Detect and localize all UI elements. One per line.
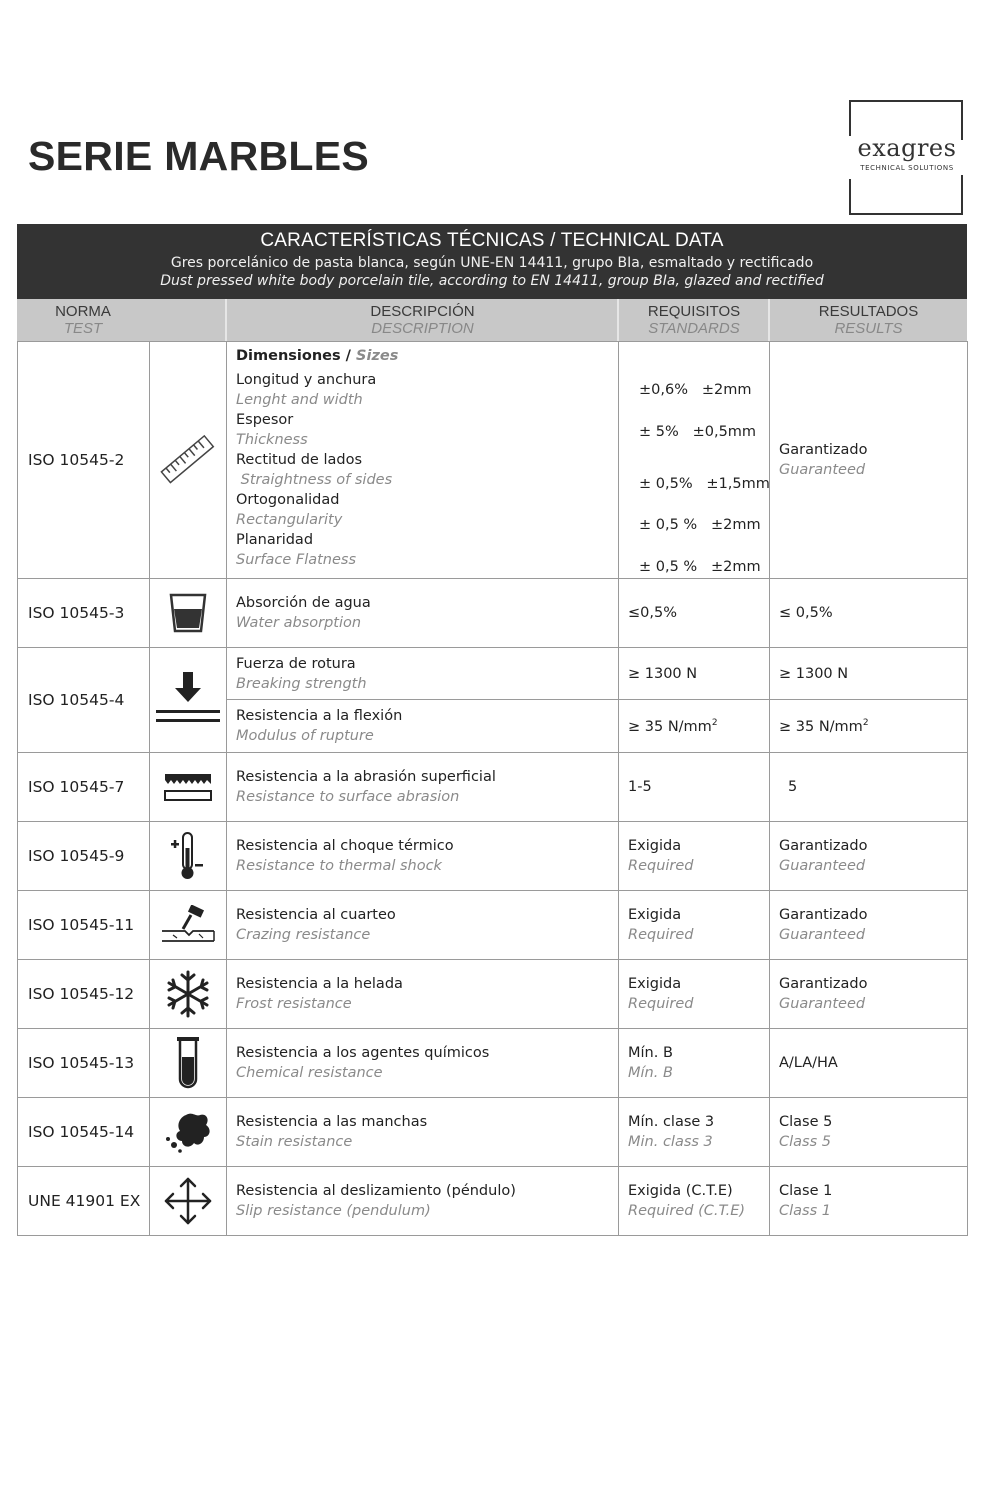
page-title: SERIE MARBLES [28, 133, 370, 179]
req-cell: ≥ 1300 N [619, 648, 770, 700]
table-row [18, 1029, 968, 1098]
dim-item-es: Rectitud de lados [236, 452, 362, 468]
req-cell: ≥ 35 $N/mm^2$ [619, 700, 770, 753]
req-cell: Exigida (C.T.E) Required (C.T.E) [619, 1167, 770, 1236]
desc-cell: Resistencia a los agentes químicos Chemical resistance [227, 1029, 619, 1098]
dim-req: ± 0,5 % ±2mm [639, 559, 761, 575]
desc-cell: Resistencia al deslizamiento (péndulo) Slip resistance (pendulum) [227, 1167, 619, 1236]
dim-item-en: Surface Flatness [236, 552, 357, 568]
abrasion-icon [150, 753, 227, 822]
desc-cell: Resistencia a la abrasión superficial Resistance to surface abrasion [227, 753, 619, 822]
res-cell: Garantizado Guaranteed [770, 891, 968, 960]
dim-item-es: Longitud y anchura [236, 372, 377, 388]
slip-arrows-icon [150, 1167, 227, 1236]
norm-cell: ISO 10545-12 [18, 960, 150, 1029]
dim-req: ± 5% ±0,5mm [639, 424, 757, 440]
res-cell: 5 [770, 753, 968, 822]
desc-cell: Resistencia al cuarteo Crazing resistance [227, 891, 619, 960]
col-requisitos [619, 299, 769, 341]
norm-cell: UNE 41901 EX [18, 1167, 150, 1236]
thermometer-icon [150, 822, 227, 891]
res-cell: A/LA/HA [770, 1029, 968, 1098]
dim-item-en: Straightness of sides [236, 472, 393, 488]
logo-brand: exagres [857, 134, 957, 162]
dim-item-es: Planaridad [236, 532, 314, 548]
res-cell: Clase 1 Class 1 [770, 1167, 968, 1236]
col-norma-en: TEST [63, 320, 103, 337]
table-row [18, 579, 968, 648]
dimensions-res [770, 342, 968, 579]
col-resultados-es: RESULTADOS [818, 303, 919, 320]
test-tube-icon [150, 1029, 227, 1098]
norm-cell: ISO 10545-3 [18, 579, 150, 648]
desc-cell: Resistencia a la helada Frost resistance [227, 960, 619, 1029]
res-en: Guaranteed [779, 462, 866, 478]
table-row [18, 1098, 968, 1167]
logo-tagline: TECHNICAL SOLUTIONS [860, 164, 954, 172]
dim-item-es: Espesor [236, 412, 294, 428]
res-es: Garantizado [779, 442, 868, 458]
table-row [18, 960, 968, 1029]
table-row [18, 342, 968, 579]
water-glass-icon [150, 579, 227, 648]
dim-item-en: Thickness [236, 432, 308, 448]
dim-item-en: Rectangularity [236, 512, 343, 528]
table-row [18, 1167, 968, 1236]
res-cell: ≥ 35 $N/mm^2$ [770, 700, 968, 753]
desc-cell: Absorción de agua Water absorption [227, 579, 619, 648]
table-row [18, 822, 968, 891]
res-cell: Garantizado Guaranteed [770, 822, 968, 891]
req-cell: 1-5 [619, 753, 770, 822]
col-norma-es: NORMA [55, 303, 111, 320]
norm-cell: ISO 10545-4 [18, 648, 150, 753]
res-cell: Garantizado Guaranteed [770, 960, 968, 1029]
desc-cell: Fuerza de rotura Breaking strength [227, 648, 619, 700]
ruler-icon [150, 342, 227, 579]
norm-cell: ISO 10545-9 [18, 822, 150, 891]
technical-data-table [17, 341, 968, 1236]
dim-item-en: Lenght and width [236, 392, 363, 408]
desc-cell: Resistencia a la flexión Modulus of rupture [227, 700, 619, 753]
col-resultados-en: RESULTS [834, 320, 903, 337]
col-requisitos-es: REQUISITOS [647, 303, 741, 320]
req-cell: Exigida Required [619, 960, 770, 1029]
dim-req: ± 0,5 % ±2mm [639, 517, 761, 533]
dimensions-desc [227, 342, 619, 579]
res-cell: Clase 5 Class 5 [770, 1098, 968, 1167]
table-row [18, 753, 968, 822]
header-subtitle-es: Gres porcelánico de pasta blanca, según UNE-EN 14411, grupo BIa, esmaltado y rectificado [170, 255, 814, 271]
req-cell: Mín. B Mín. B [619, 1029, 770, 1098]
req-cell: ≤0,5% [619, 579, 770, 648]
req-cell: Mín. clase 3 Min. class 3 [619, 1098, 770, 1167]
req-cell: Exigida Required [619, 891, 770, 960]
column-headers [17, 299, 967, 341]
norm-cell: ISO 10545-7 [18, 753, 150, 822]
norm-cell: ISO 10545-2 [18, 342, 150, 579]
table-row [18, 891, 968, 960]
col-requisitos-en: STANDARDS [648, 320, 740, 337]
dimensions-req [619, 342, 770, 579]
desc-cell: Resistencia a las manchas Stain resistance [227, 1098, 619, 1167]
col-resultados [770, 299, 967, 341]
stain-splash-icon [150, 1098, 227, 1167]
header-title: CARACTERÍSTICAS TÉCNICAS / TECHNICAL DATA [260, 230, 724, 251]
norm-cell: ISO 10545-14 [18, 1098, 150, 1167]
col-norma [17, 299, 149, 341]
norm-cell: ISO 10545-11 [18, 891, 150, 960]
res-cell: ≤ 0,5% [770, 579, 968, 648]
dimensions-heading: Dimensiones / Sizes [236, 348, 399, 364]
col-descripcion-es: DESCRIPCIÓN [370, 303, 475, 320]
res-cell: ≥ 1300 N [770, 648, 968, 700]
dim-item-es: Ortogonalidad [236, 492, 340, 508]
col-descripcion [227, 299, 618, 341]
dim-req: ±0,6% ±2mm [639, 382, 752, 398]
col-descripcion-en: DESCRIPTION [371, 320, 474, 337]
table-row [18, 648, 968, 700]
norm-cell: ISO 10545-13 [18, 1029, 150, 1098]
header-subtitle-en: Dust pressed white body porcelain tile, according to EN 14411, group BIa, glazed and rectified [160, 273, 824, 289]
crazing-hammer-icon [150, 891, 227, 960]
technical-data-header [17, 224, 967, 299]
exagres-logo [849, 100, 963, 215]
desc-cell: Resistencia al choque térmico Resistance to thermal shock [227, 822, 619, 891]
breaking-load-icon [150, 648, 227, 753]
snowflake-icon [150, 960, 227, 1029]
req-cell: Exigida Required [619, 822, 770, 891]
dim-req: ± 0,5% ±1,5mm [639, 476, 770, 492]
